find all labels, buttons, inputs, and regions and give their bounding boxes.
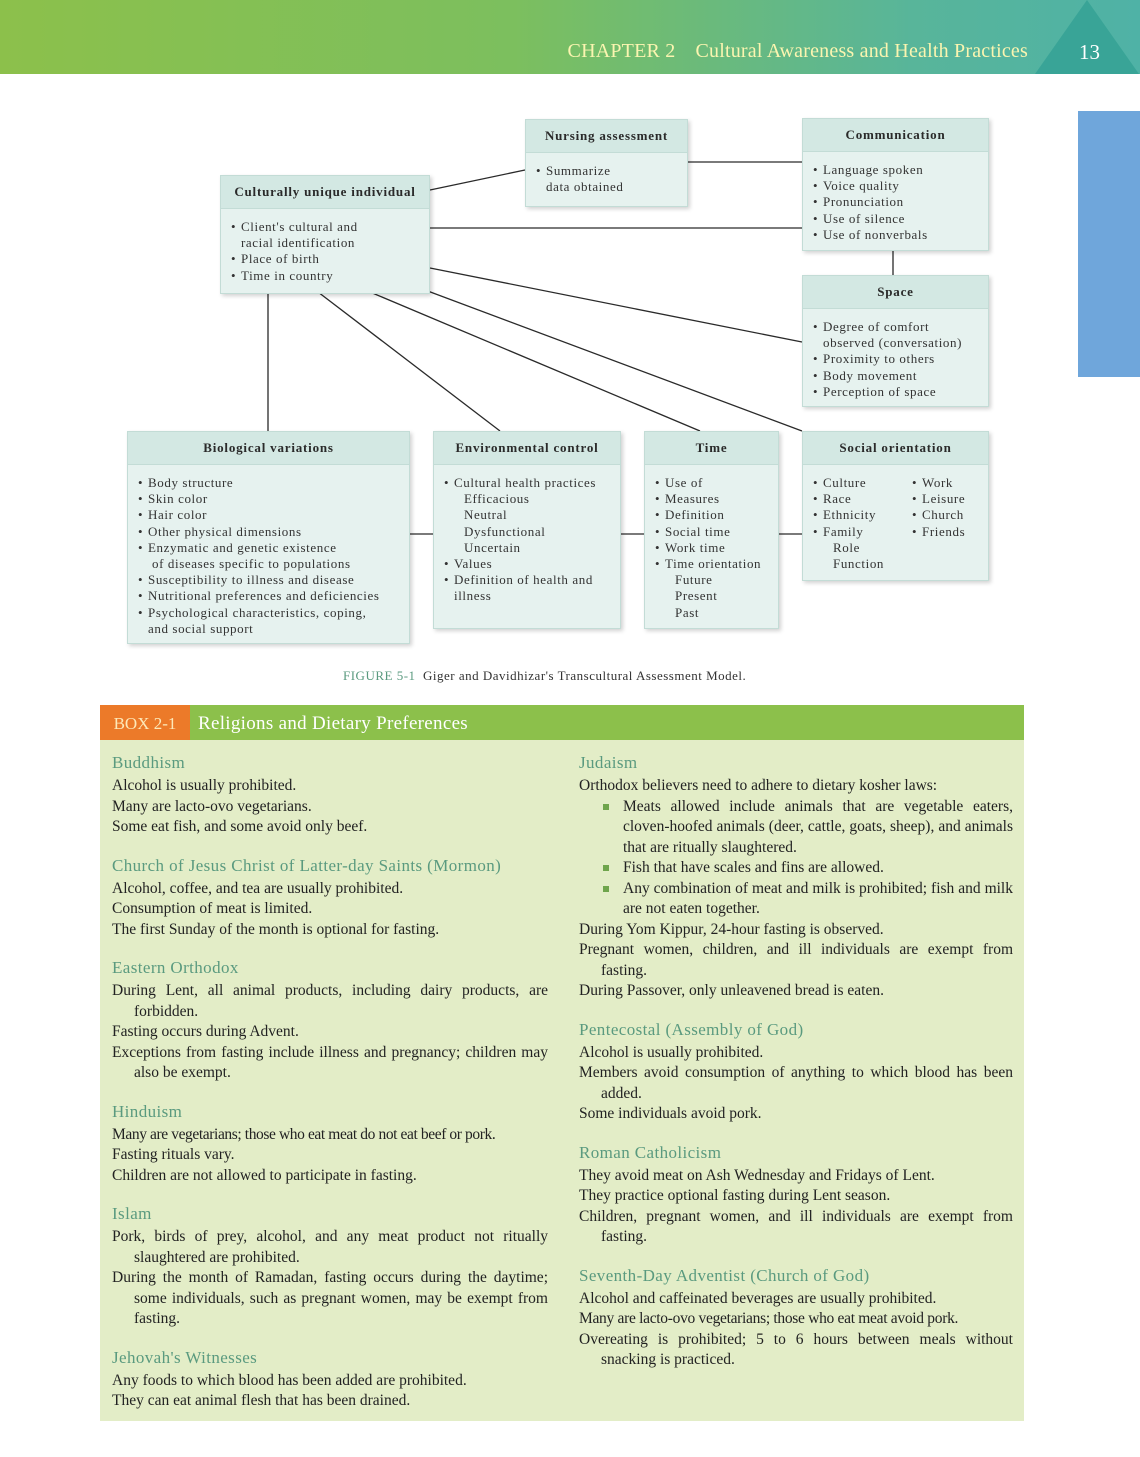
time-item: • Time orientation (655, 556, 770, 572)
time-item: Present (675, 588, 718, 604)
section-line: Alcohol and caffeinated beverages are usually prohibited. (579, 1289, 937, 1307)
environmental-item: • Values (444, 556, 612, 572)
biological-item: • Susceptibility to illness and disease (138, 572, 401, 588)
biological-item: • Other physical dimensions (138, 524, 401, 540)
biological-item: • Psychological characteristics, coping, (138, 605, 401, 621)
section-line: Members avoid consumption of anything to which blood has been added. (579, 1064, 1013, 1102)
figure-caption (343, 668, 746, 684)
section-line: They avoid meat on Ash Wednesday and Fridays of Lent. (579, 1166, 935, 1184)
time-title: Time (645, 432, 778, 465)
space-item: observed (conversation) (823, 335, 963, 351)
social-item: Role (833, 539, 860, 555)
nursing-assessment-title: Nursing assessment (526, 120, 687, 153)
nursing-assessment-box (525, 119, 688, 207)
kosher-law-item: Fish that have scales and fins are allowed. (579, 858, 1013, 879)
unique-item: • Place of birth (231, 251, 421, 267)
social-columns (803, 465, 988, 578)
box-label: BOX 2-1 (100, 705, 190, 740)
social-item: • Ethnicity (813, 507, 884, 523)
unique-item: racial identification (241, 235, 356, 251)
space-item: • Proximity to others (813, 351, 980, 367)
biological-item: • Nutritional preferences and deficiencies (138, 588, 401, 604)
section-title-roman-catholicism: Roman Catholicism (579, 1142, 722, 1162)
unique-item: • Client's cultural and (231, 219, 421, 235)
time-box (644, 431, 779, 629)
section-line: During Lent, all animal products, including dairy products, are forbidden. (112, 982, 548, 1020)
section-line: They can eat animal flesh that has been drained. (112, 1392, 411, 1409)
section-title-pentecostal: Pentecostal (Assembly of God) (579, 1019, 804, 1039)
social-item: • Leisure (912, 491, 965, 507)
time-item: • Work time (655, 540, 770, 556)
connector-unique-nursing (430, 170, 525, 190)
time-item: Past (675, 604, 700, 620)
communication-title: Communication (803, 119, 988, 152)
biological-title: Biological variations (128, 432, 409, 465)
section-line: Many are lacto-ovo vegetarians; those who eat meat avoid pork. (579, 1310, 959, 1327)
connector-unique-environmental (318, 292, 500, 431)
social-column-1 (813, 475, 884, 572)
nursing-item: data obtained (546, 179, 624, 195)
environmental-item: Uncertain (464, 539, 521, 555)
space-item: • Perception of space (813, 384, 980, 400)
section-line: Alcohol is usually prohibited. (112, 777, 297, 794)
section-line: Orthodox believers need to adhere to dietary kosher laws: (579, 777, 938, 794)
connector-unique-space (430, 268, 802, 342)
section-line: Alcohol is usually prohibited. (579, 1043, 764, 1061)
time-item: • Definition (655, 507, 770, 523)
social-item: • Church (912, 507, 965, 523)
communication-box (802, 118, 989, 251)
section-line: Pork, birds of prey, alcohol, and any meat product not ritually slaughtered are prohibited. (112, 1228, 548, 1266)
unique-item: • Time in country (231, 268, 421, 284)
communication-item: • Use of silence (813, 211, 980, 227)
assessment-model-diagram (0, 0, 1140, 700)
figure-caption-text: Giger and Davidhizar's Transcultural Assessment Model. (423, 668, 747, 683)
space-box (802, 275, 989, 407)
section-line: Children, pregnant women, and ill individuals are exempt from fasting. (579, 1207, 1013, 1245)
social-item: • Work (912, 475, 965, 491)
section-line: Fasting rituals vary. (112, 1146, 235, 1163)
page-number: 13 (1079, 40, 1100, 64)
social-item: • Race (813, 491, 884, 507)
section-line: Some eat fish, and some avoid only beef. (112, 818, 368, 835)
social-item: • Family (813, 524, 884, 540)
kosher-law-item: Meats allowed include animals that are vegetable eaters, cloven-hoofed animals (deer, cattle, goats, sheep), and animals that are ritually slaughtered. (579, 797, 1013, 859)
section-line: Any foods to which blood has been added are prohibited. (112, 1371, 467, 1389)
connector-unique-social (425, 290, 802, 431)
section-line: Alcohol, coffee, and tea are usually prohibited. (112, 879, 404, 897)
biological-item: • Skin color (138, 491, 401, 507)
section-line: Many are lacto-ovo vegetarians. (112, 797, 312, 815)
box-right-column (579, 749, 1013, 1371)
time-item: • Social time (655, 524, 770, 540)
figure-number: FIGURE 5-1 (343, 668, 416, 683)
space-item: • Degree of comfort (813, 319, 980, 335)
environmental-item: Neutral (464, 507, 508, 523)
section-line: Consumption of meat is limited. (112, 900, 313, 917)
space-item: • Body movement (813, 368, 980, 384)
section-title-hinduism: Hinduism (112, 1101, 183, 1121)
environmental-item: illness (454, 588, 492, 604)
section-title-lds: Church of Jesus Christ of Latter-day Saints (Mormon) (112, 855, 502, 875)
culturally-unique-box (220, 175, 430, 294)
environmental-item: • Definition of health and (444, 572, 612, 588)
chapter-title: Cultural Awareness and Health Practices (695, 40, 1028, 62)
kosher-law-item: Any combination of meat and milk is prohibited; fish and milk are not eaten together. (579, 879, 1013, 920)
social-column-2 (912, 475, 965, 572)
section-line: Exceptions from fasting include illness and pregnancy; children may also be exempt. (112, 1043, 548, 1081)
time-item: • Use of (655, 475, 770, 491)
social-orientation-box (802, 431, 989, 581)
box-left-column (112, 749, 548, 1412)
social-item: Function (833, 556, 885, 572)
nursing-item: • Summarize (536, 163, 679, 179)
section-title-islam: Islam (112, 1204, 152, 1223)
section-line: They practice optional fasting during Lent season. (579, 1187, 891, 1204)
environmental-item: • Cultural health practices (444, 475, 612, 491)
section-title-buddhism: Buddhism (112, 753, 186, 772)
section-line: During the month of Ramadan, fasting occurs during the daytime; some individuals, such as pregnant women, may be exempt from fasting. (112, 1269, 548, 1327)
time-item: Future (675, 572, 713, 588)
communication-item: • Pronunciation (813, 194, 980, 210)
environmental-control-box (433, 431, 621, 629)
section-line: Children are not allowed to participate in fasting. (112, 1166, 417, 1184)
section-title-seventh-day-adventist: Seventh-Day Adventist (Church of God) (579, 1265, 870, 1285)
biological-item: • Body structure (138, 475, 401, 491)
section-line: Fasting occurs during Advent. (112, 1023, 299, 1040)
biological-item: and social support (148, 620, 254, 636)
time-item: • Measures (655, 491, 770, 507)
section-line: During Yom Kippur, 24-hour fasting is observed. (579, 920, 884, 938)
communication-item: • Voice quality (813, 178, 980, 194)
section-title-judaism: Judaism (579, 753, 638, 772)
environmental-item: Efficacious (464, 491, 530, 507)
section-line: During Passover, only unleavened bread is eaten. (579, 982, 884, 999)
culturally-unique-title: Culturally unique individual (221, 176, 429, 209)
chapter-label: CHAPTER 2 (567, 40, 676, 62)
environmental-item: Dysfunctional (464, 523, 546, 539)
section-line: Pregnant women, children, and ill individuals are exempt from fasting. (579, 941, 1013, 979)
section-line: Overeating is prohibited; 5 to 6 hours between meals without snacking is practiced. (579, 1330, 1013, 1368)
connector-unique-time (370, 292, 700, 431)
social-title: Social orientation (803, 432, 988, 465)
social-item: • Friends (912, 524, 965, 540)
space-title: Space (803, 276, 988, 309)
box-title: Religions and Dietary Preferences (198, 713, 468, 734)
biological-item: of diseases specific to populations (152, 556, 351, 572)
social-item: • Culture (813, 475, 884, 491)
section-line: Some individuals avoid pork. (579, 1105, 762, 1122)
religions-dietary-box (100, 705, 1024, 1421)
communication-item: • Language spoken (813, 162, 980, 178)
environmental-title: Environmental control (434, 432, 620, 465)
box-header (100, 705, 1024, 740)
biological-item: • Hair color (138, 507, 401, 523)
section-line: The first Sunday of the month is optional for fasting. (112, 920, 440, 938)
section-line: Many are vegetarians; those who eat meat do not eat beef or pork. (112, 1125, 496, 1143)
section-title-jehovahs-witnesses: Jehovah's Witnesses (112, 1347, 258, 1367)
biological-variations-box (127, 431, 410, 644)
section-title-eastern-orthodox: Eastern Orthodox (112, 958, 239, 977)
communication-item: • Use of nonverbals (813, 227, 980, 243)
biological-item: • Enzymatic and genetic existence (138, 540, 401, 556)
